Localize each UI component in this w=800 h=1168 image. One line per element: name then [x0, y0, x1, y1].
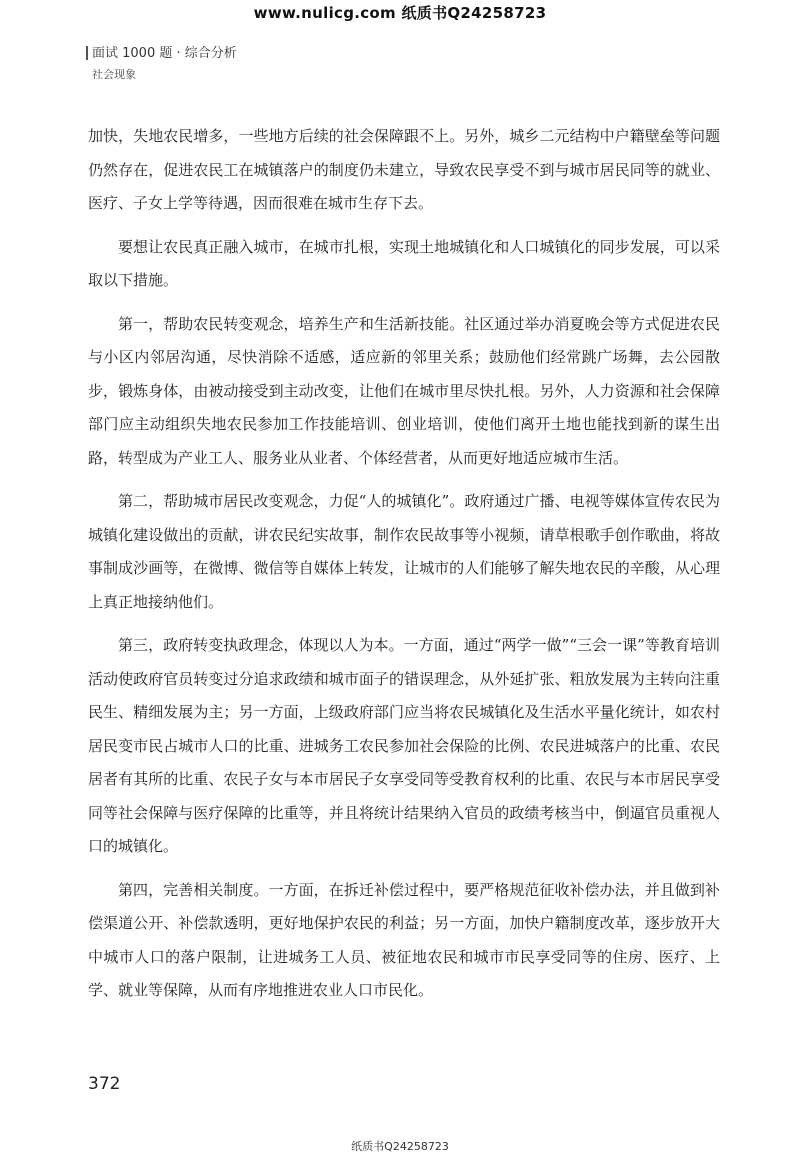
top-watermark: www.nulicg.com 纸质书Q24258723	[253, 4, 547, 22]
body-text	[88, 120, 720, 1018]
page-number: 372	[88, 1074, 121, 1094]
paragraph-measure-1: 第一，帮助农民转变观念，培养生产和生活新技能。社区通过举办消夏晚会等方式促进农民与小区内邻居沟通，尽快消除不适感，适应新的邻里关系；鼓励他们经常跳广场舞，去公园散步，锻炼身体，由被动接受到主动改变，让他们在城市里尽快扎根。另外，人力资源和社会保障部门应主动组织失地农民参加工作技能培训、创业培训，使他们离开土地也能找到新的谋生出路，转型成为产业工人、服务业从业者、个体经营者，从而更好地适应城市生活。	[88, 314, 720, 467]
book-title: 面试 1000 题 · 综合分析	[92, 46, 237, 61]
paragraph-continued: 加快，失地农民增多，一些地方后续的社会保障跟不上。另外，城乡二元结构中户籍壁垒等问题仍然存在，促进农民工在城镇落户的制度仍未建立，导致农民享受不到与城市居民同等的就业、医疗、子女上学等待遇，因而很难在城市生存下去。	[88, 127, 720, 212]
paragraph-measure-4: 第四，完善相关制度。一方面，在拆迁补偿过程中，要严格规范征收补偿办法，并且做到补偿渠道公开、补偿款透明，更好地保护农民的利益；另一方面，加快户籍制度改革，逐步放开大中城市人口的落户限制，让进城务工人员、被征地农民和城市市民享受同等的住房、医疗、上学、就业等保障，从而有序地推进农业人口市民化。	[88, 880, 720, 999]
header-marker	[86, 46, 88, 60]
paragraph-measure-2: 第二，帮助城市居民改变观念，力促“人的城镇化”。政府通过广播、电视等媒体宣传农民为城镇化建设做出的贡献，讲农民纪实故事，制作农民故事等小视频，请草根歌手创作歌曲，将故事制成沙画等，在微博、微信等自媒体上转发，让城市的人们能够了解失地农民的辛酸，从心理上真正地接纳他们。	[88, 492, 720, 611]
section-name: 社会现象	[92, 68, 136, 81]
running-header	[92, 42, 237, 82]
paragraph-measure-3: 第三，政府转变执政理念，体现以人为本。一方面，通过“两学一做”“三会一课”等教育培训活动使政府官员转变过分追求政绩和城市面子的错误理念，从外延扩张、粗放发展为主转向注重民生、精细发展为主；另一方面，上级政府部门应当将农民城镇化及生活水平量化统计，如农村居民变市民占城市人口的比重、进城务工农民参加社会保险的比例、农民进城落户的比重、农民居者有其所的比重、农民子女与本市居民子女享受同等受教育权利的比重、农民与本市居民享受同等社会保障与医疗保障的比重等，并且将统计结果纳入官员的政绩考核当中，倒逼官员重视人口的城镇化。	[88, 636, 720, 855]
bottom-watermark: 纸质书Q24258723	[351, 1140, 449, 1153]
paragraph-intro: 要想让农民真正融入城市，在城市扎根，实现土地城镇化和人口城镇化的同步发展，可以采取以下措施。	[88, 237, 720, 289]
